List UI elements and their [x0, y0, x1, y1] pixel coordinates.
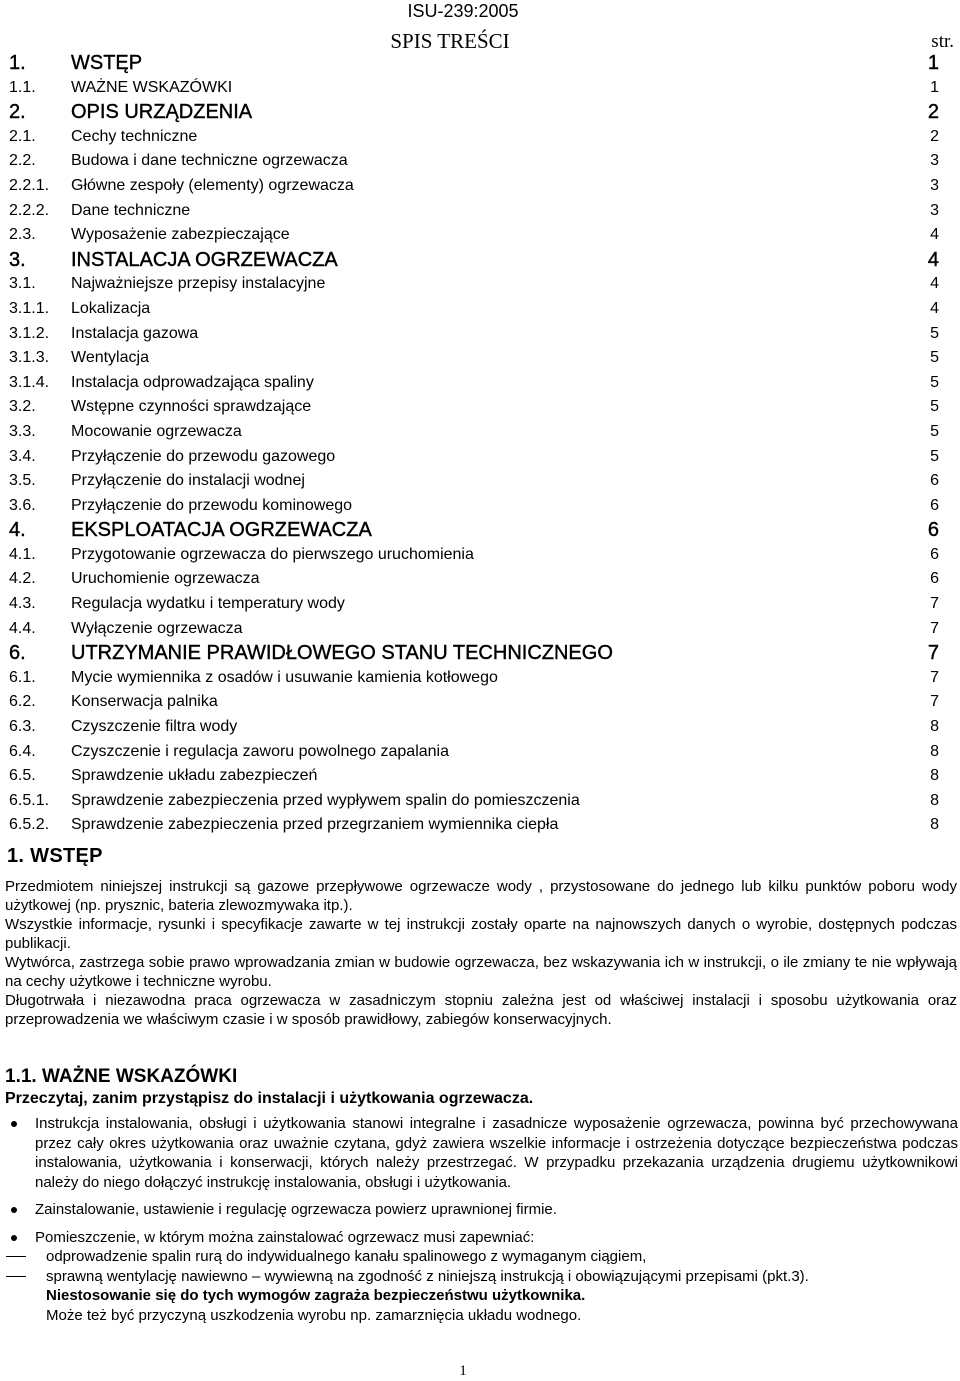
toc-entry-title: Lokalizacja: [71, 299, 151, 317]
toc-entry-number: 4.3.: [9, 595, 36, 613]
toc-entry-page: 6: [930, 496, 939, 514]
intro-paragraph: Wszystkie informacje, rysunki i specyfikacje zawarte w tej instrukcji zostały oparte na najnowszych danych o wyrobie, dostępnych podczas publikacji.: [5, 916, 957, 952]
table-of-contents: [9, 51, 939, 838]
toc-entry-title: UTRZYMANIE PRAWIDŁOWEGO STANU TECHNICZNEGO: [71, 642, 613, 665]
toc-entry-number: 3.3.: [9, 422, 36, 440]
toc-entry: [9, 371, 939, 396]
toc-entry-title: Mycie wymiennika z osadów i usuwanie kamienia kotłowego: [71, 668, 498, 686]
toc-entry-page: 6: [930, 570, 939, 588]
toc-entry-number: 3.5.: [9, 472, 36, 490]
toc-entry-page: 7: [930, 619, 939, 637]
toc-entry-page: 5: [930, 398, 939, 416]
warning-text: Niestosowanie się do tych wymogów zagraża bezpieczeństwu użytkownika.: [46, 1287, 586, 1304]
toc-entry-page: 5: [930, 349, 939, 367]
toc-entry-title: Wyposażenie zabezpieczające: [71, 226, 290, 244]
toc-entry-title: Czyszczenie i regulacja zaworu powolnego zapalania: [71, 742, 449, 760]
toc-entry-title: Uruchomienie ogrzewacza: [71, 570, 260, 588]
toc-entry-number: 3.1.3.: [9, 349, 50, 367]
intro-paragraph: Przedmiotem niniejszej instrukcji są gazowe przepływowe ogrzewacze wody , przystosowane do jednego lub kilku punktów poboru wody użytkowej (np. prysznic, bateria zlewozmywaka itp.).: [5, 878, 957, 914]
toc-entry-number: 2.2.1.: [9, 176, 50, 194]
list-item: [0, 1200, 958, 1220]
toc-entry: [9, 223, 939, 248]
toc-entry: [9, 789, 939, 814]
toc-entry-title: Główne zespoły (elementy) ogrzewacza: [71, 176, 354, 194]
toc-entry-number: 3.6.: [9, 496, 36, 514]
toc-entry: [9, 617, 939, 642]
toc-entry-title: Wstępne czynności sprawdzające: [71, 398, 312, 416]
important-notes-list: [0, 1114, 958, 1325]
toc-entry-page: 2: [927, 101, 939, 124]
toc-entry-number: 6.2.: [9, 693, 36, 711]
toc-entry: [9, 248, 939, 273]
list-item: [0, 1228, 958, 1248]
toc-entry-page: 7: [930, 595, 939, 613]
toc-entry-title: Przyłączenie do przewodu kominowego: [71, 496, 353, 514]
toc-entry-page: 7: [930, 693, 939, 711]
toc-entry-number: 6.3.: [9, 718, 36, 736]
toc-entry-title: WSTĘP: [71, 52, 143, 74]
toc-entry-title: Regulacja wydatku i temperatury wody: [71, 595, 345, 613]
toc-entry-number: 2.1.: [9, 127, 36, 145]
toc-entry-title: Wentylacja: [71, 349, 149, 367]
toc-entry-number: 4.2.: [9, 570, 36, 588]
list-item-text: Zainstalowanie, ustawienie i regulację ogrzewacza powierz uprawnionej firmie.: [35, 1201, 557, 1218]
toc-entry-number: 3.1.2.: [9, 324, 50, 342]
toc-entry: [9, 666, 939, 691]
toc-entry-number: 6.5.: [9, 767, 36, 785]
bullet-icon: [11, 1235, 17, 1241]
toc-entry-number: 3.4.: [9, 447, 36, 465]
toc-entry: [9, 813, 939, 838]
toc-entry-page: 3: [930, 201, 939, 219]
toc-entry-page: 5: [930, 422, 939, 440]
toc-entry: [9, 125, 939, 150]
toc-entry-number: 3.: [9, 248, 26, 271]
toc-entry-page: 5: [930, 447, 939, 465]
toc-entry-title: Sprawdzenie zabezpieczenia przed wypływem spalin do pomieszczenia: [71, 791, 580, 809]
page-number: 1: [459, 1363, 467, 1379]
list-item-text: Pomieszczenie, w którym można zainstalować ogrzewacz musi zapewniać:: [35, 1228, 535, 1246]
toc-entry-title: Przyłączenie do przewodu gazowego: [71, 447, 336, 465]
dash-item: [0, 1247, 958, 1267]
toc-entry: [9, 445, 939, 470]
toc-entry: [9, 469, 939, 494]
toc-entry-page: 6: [930, 545, 939, 563]
toc-entry-number: 2.: [9, 101, 26, 124]
toc-entry-number: 3.1.: [9, 275, 36, 293]
document-code: ISU-239:2005: [407, 1, 519, 21]
toc-entry-title: OPIS URZĄDZENIA: [71, 101, 253, 124]
intro-paragraph: Długotrwała i niezawodna praca ogrzewacza w zasadniczym stopniu zależna jest od właściwej instalacji i sposobu użytkowania oraz przeprowadzenia we właściwym czasie i w sposób prawidłowy, zabiegów konserwacyjnych.: [5, 992, 957, 1028]
toc-entry-title: Cechy techniczne: [71, 127, 198, 145]
toc-entry-number: 6.4.: [9, 742, 36, 760]
toc-entry-number: 2.2.: [9, 152, 36, 170]
toc-entry: [9, 740, 939, 765]
toc-entry: [9, 543, 939, 568]
toc-entry: [9, 272, 939, 297]
toc-entry: [9, 149, 939, 174]
toc-entry-number: 2.2.2.: [9, 201, 50, 219]
toc-entry: [9, 346, 939, 371]
toc-entry: [9, 297, 939, 322]
section-heading-intro: 1. WSTĘP: [7, 845, 103, 867]
toc-entry: [9, 518, 939, 543]
toc-entry-page: 8: [930, 767, 939, 785]
toc-entry-number: 1.1.: [9, 78, 36, 96]
toc-entry-title: EKSPLOATACJA OGRZEWACZA: [71, 519, 372, 542]
toc-entry-page: 8: [930, 742, 939, 760]
toc-entry: [9, 100, 939, 125]
toc-entry-number: 4.1.: [9, 545, 36, 563]
toc-entry: [9, 420, 939, 445]
toc-entry-page: 4: [930, 226, 939, 244]
toc-entry: [9, 51, 939, 76]
toc-entry-page: 6: [927, 519, 939, 542]
toc-entry-page: 1: [927, 52, 939, 74]
toc-entry-page: 8: [930, 718, 939, 736]
toc-entry-title: Instalacja odprowadzająca spaliny: [71, 373, 314, 391]
bullet-icon: [11, 1121, 17, 1127]
toc-entry: [9, 494, 939, 519]
toc-entry-number: 6.5.1.: [9, 791, 50, 809]
toc-entry-number: 3.1.1.: [9, 299, 50, 317]
toc-entry: [9, 715, 939, 740]
toc-entry-title: Sprawdzenie układu zabezpieczeń: [71, 767, 318, 785]
toc-entry-number: 3.2.: [9, 398, 36, 416]
toc-entry-title: Dane techniczne: [71, 201, 191, 219]
toc-entry-title: Czyszczenie filtra wody: [71, 718, 238, 736]
toc-entry-title: Mocowanie ogrzewacza: [71, 422, 242, 440]
toc-entry-title: Budowa i dane techniczne ogrzewacza: [71, 152, 348, 170]
toc-entry: [9, 764, 939, 789]
dash-item-text: sprawną wentylację nawiewno – wywiewną na zgodność z niniejszą instrukcją i obowiązującymi przepisami (pkt.3).: [46, 1267, 809, 1285]
toc-entry: [9, 322, 939, 347]
toc-entry-title: WAŻNE WSKAZÓWKI: [71, 78, 233, 96]
bullet-icon: [11, 1207, 17, 1213]
toc-entry-page: 4: [930, 299, 939, 317]
toc-entry: [9, 174, 939, 199]
dash-item: [0, 1267, 958, 1287]
toc-entry-page: 8: [930, 791, 939, 809]
toc-entry-page: 3: [930, 152, 939, 170]
intro-paragraph: Wytwórca, zastrzega sobie prawo wprowadzania zmian w budowie ogrzewacza, bez wskazywania ich w instrukcji, o ile zmiany te nie wpływają na cechy użytkowe i techniczne wyrobu.: [5, 954, 957, 990]
toc-title: SPIS TREŚCI: [390, 29, 510, 53]
toc-entry-number: 1.: [9, 52, 26, 74]
toc-entry-page: 7: [927, 642, 939, 665]
toc-entry-number: 2.3.: [9, 226, 36, 244]
toc-entry-page: 6: [930, 472, 939, 490]
toc-entry-page: 5: [930, 324, 939, 342]
dash-icon: [6, 1276, 26, 1277]
toc-entry-title: Wyłączenie ogrzewacza: [71, 619, 243, 637]
toc-entry-number: 3.1.4.: [9, 373, 50, 391]
toc-entry-number: 4.4.: [9, 619, 36, 637]
toc-entry-title: Przyłączenie do instalacji wodnej: [71, 472, 305, 490]
toc-entry-title: Sprawdzenie zabezpieczenia przed przegrzaniem wymiennika ciepła: [71, 816, 559, 834]
toc-entry-title: Najważniejsze przepisy instalacyjne: [71, 275, 326, 293]
toc-entry-number: 6.1.: [9, 668, 36, 686]
section-heading-important: 1.1. WAŻNE WSKAZÓWKI: [5, 1066, 238, 1087]
toc-entry-page: 7: [930, 668, 939, 686]
toc-entry-page: 8: [930, 816, 939, 834]
dash-item-text: odprowadzenie spalin rurą do indywidualnego kanału spalinowego z wymaganym ciągiem,: [46, 1248, 647, 1265]
toc-entry: [9, 690, 939, 715]
toc-entry-page: 5: [930, 373, 939, 391]
toc-entry: [9, 592, 939, 617]
toc-entry-title: Przygotowanie ogrzewacza do pierwszego uruchomienia: [71, 545, 474, 563]
toc-entry-page: 4: [927, 248, 939, 271]
toc-entry-number: 4.: [9, 519, 26, 542]
toc-entry-page: 2: [930, 127, 939, 145]
toc-entry: [9, 395, 939, 420]
toc-entry-page: 1: [930, 78, 939, 96]
dash-icon: [6, 1256, 26, 1257]
section-subheading: Przeczytaj, zanim przystąpisz do instalacji i użytkowania ogrzewacza.: [5, 1090, 534, 1107]
intro-text: [5, 877, 957, 1029]
toc-entry: [9, 641, 939, 666]
toc-entry-number: 6.5.2.: [9, 816, 50, 834]
toc-entry-title: Konserwacja palnika: [71, 693, 218, 711]
list-item: [0, 1114, 958, 1192]
toc-entry: [9, 567, 939, 592]
note-text: Może też być przyczyną uszkodzenia wyrobu np. zamarznięcia układu wodnego.: [46, 1306, 582, 1324]
toc-entry-page: 3: [930, 176, 939, 194]
list-item-text: Instrukcja instalowania, obsługi i użytkowania stanowi integralne i zasadnicze wyposażenie ogrzewacza, powinna być przechowywana przez cały okres użytkowania oraz uważnie czytana, gdyż zawiera wszelkie informacje i ostrzeżenia dotyczące bezpieczeństwa podczas instalowania, użytkowania i konserwacji, których należy przestrzegać. W przypadku przekazania urządzenia drugiemu użytkownikowi należy do niego dołączyć instrukcję instalowania, obsługi i użytkowania.: [35, 1115, 958, 1191]
toc-entry: [9, 199, 939, 224]
toc-entry: [9, 76, 939, 101]
toc-page-label: str.: [931, 31, 954, 52]
toc-entry-title: INSTALACJA OGRZEWACZA: [71, 248, 338, 271]
toc-entry-title: Instalacja gazowa: [71, 324, 199, 342]
toc-entry-number: 6.: [9, 642, 26, 665]
toc-entry-page: 4: [930, 275, 939, 293]
